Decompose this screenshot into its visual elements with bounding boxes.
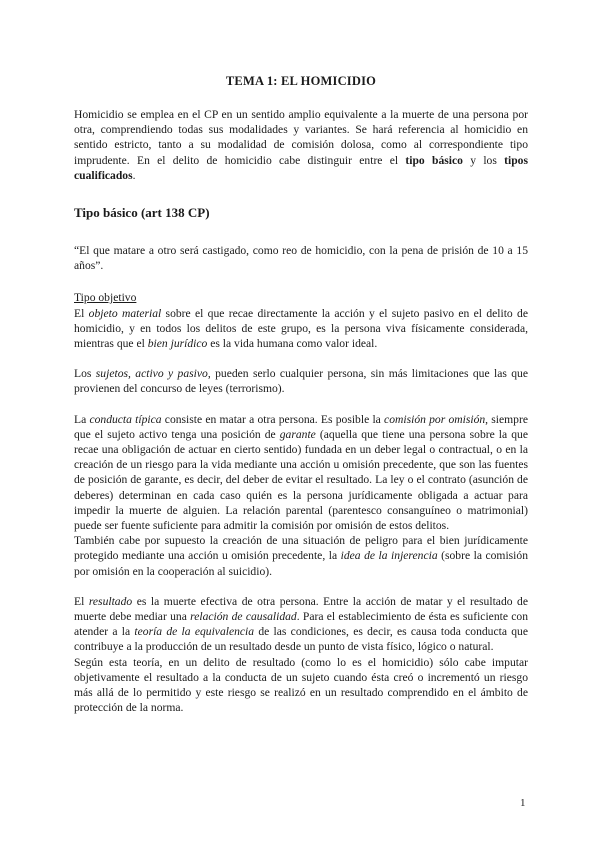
- italic-term: objeto material: [88, 306, 162, 320]
- italic-term: comisión por omisión: [384, 412, 486, 426]
- text: es la vida humana como valor ideal.: [207, 337, 378, 351]
- text: consiste en matar a otra persona. Es posible la: [161, 412, 385, 426]
- text: El: [74, 306, 89, 320]
- text: (aquella que tiene una persona sobre la que recae una obligación de actuar en cierto sentido) fundada en un deber legal o contractual, o en la creación de un riesgo para la vida mediante una acción u omisión precedente, que son las fuentes de posición de garante, es decir, del deber de evitar el resultado. La ley o el contrato (asunción de deberes) determinan en cada caso quién es la persona jurídicamente obligada a actuar para impedir la muerte de alguien. La relación parental (parentesco consanguíneo o matrimonial) puede ser fuente suficiente para admitir la comisión por omisión de estos delitos.: [74, 427, 528, 533]
- tambien-paragraph: [74, 533, 528, 579]
- document-page: [74, 74, 528, 716]
- italic-term: conducta típica: [89, 412, 162, 426]
- text: es la muerte efectiva de otra persona. Entre la acción de matar y el resultado de muerte debe mediar una: [74, 594, 529, 624]
- text: y los: [462, 153, 505, 167]
- italic-term: relación de causalidad: [190, 610, 297, 624]
- page-title: TEMA 1: EL HOMICIDIO: [225, 74, 377, 88]
- sujetos-paragraph: [74, 366, 528, 396]
- bold-term: tipo básico: [405, 153, 463, 167]
- text: (sobre la comisión por omisión en la cooperación al suicidio).: [74, 549, 528, 578]
- italic-term: bien jurídico: [147, 337, 208, 351]
- subheading-tipo-objetivo: Tipo objetivo: [74, 291, 137, 305]
- resultado-paragraph: [74, 594, 528, 655]
- text: Homicidio se emplea en el CP en un sentido amplio equivalente a la muerte de una persona por otra, comprendiendo todas sus modalidades y variantes. Se hará referencia al homicidio en sentido estricto, tanto a su modalidad de comisión dolosa, como al correspondiente tipo imprudente. En el delito de homicidio cabe distinguir entre el: [74, 108, 528, 167]
- segun-paragraph: Según esta teoría, en un delito de resultado (como lo es el homicidio) sólo cabe imputar objetivamente el resultado a la conducta de un sujeto cuando ésta creó o incrementó un riesgo más allá de lo permitido y este riesgo se realizó en un resultado comprendido en el ámbito de protección de la norma.: [74, 655, 528, 715]
- text: , pueden serlo cualquier persona, sin más limitaciones que las que provienen del concurso de leyes (terrorismo).: [74, 367, 528, 396]
- text: sobre el que recae directamente la acción y el sujeto pasivo en el delito de homicidio, y en todos los delitos de este grupo, es la persona viva físicamente considerada, mientras que el: [74, 306, 528, 351]
- text: . Para el establecimiento de ésta es suficiente con atender a la: [74, 610, 528, 639]
- text: .: [132, 168, 136, 182]
- section-heading: Tipo básico (art 138 CP): [74, 205, 210, 221]
- italic-term: garante: [279, 427, 316, 441]
- article-quote: “El que matare a otro será castigado, como reo de homicidio, con la pena de prisión de 10 a 15 años”.: [74, 244, 528, 273]
- italic-term: teoría de la equivalencia: [134, 625, 255, 639]
- text: El: [74, 594, 89, 608]
- text: La: [74, 412, 90, 426]
- bold-term: tipos cualificados: [74, 153, 528, 182]
- italic-term: resultado: [88, 594, 133, 608]
- italic-term: idea de la injerencia: [340, 549, 438, 563]
- objeto-paragraph: [74, 306, 528, 352]
- conducta-paragraph: [74, 412, 528, 534]
- text: de las condiciones, es decir, es causa toda conducta que contribuye a la producción de un resultado desde un punto de vista físico, lógico o natural.: [74, 625, 528, 654]
- page-number: 1: [520, 797, 526, 809]
- italic-term: sujetos, activo y pasivo: [95, 367, 208, 381]
- text: También cabe por supuesto la creación de una situación de peligro para el bien jurídicamente protegido mediante una acción u omisión precedente, la: [74, 534, 528, 563]
- intro-paragraph: [74, 107, 528, 183]
- text: Los: [74, 367, 96, 381]
- text: , siempre que el sujeto activo tenga una posición de: [74, 412, 528, 441]
